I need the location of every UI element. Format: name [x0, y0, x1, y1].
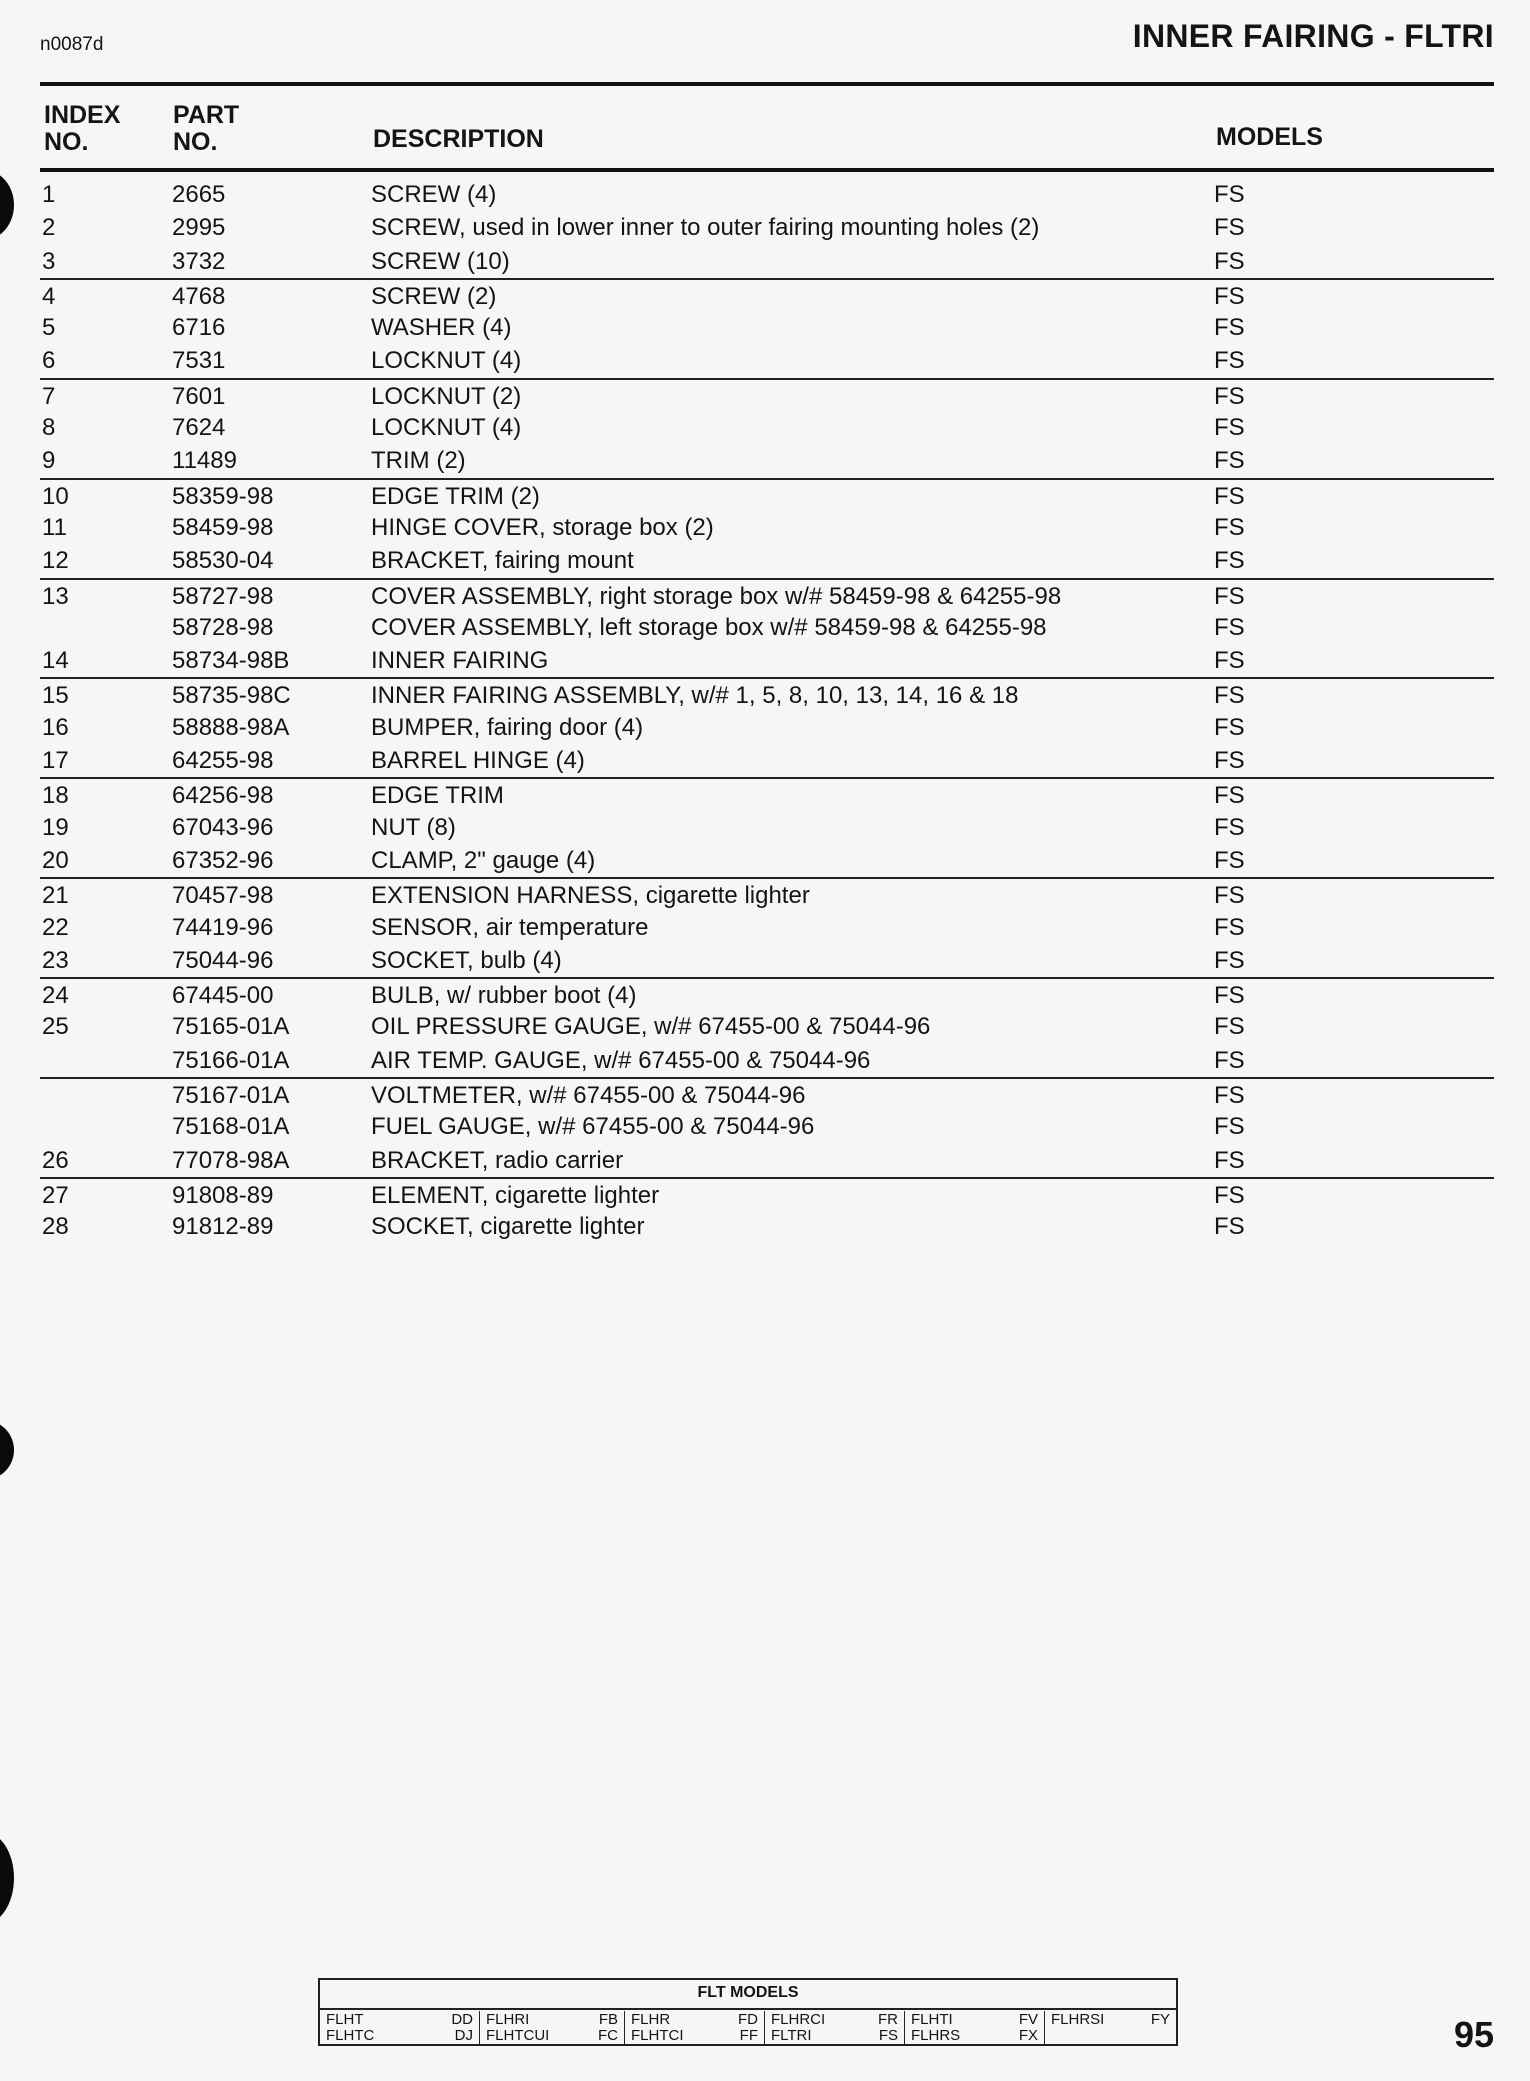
legend-code: FR — [878, 2011, 898, 2028]
cell-description: NUT (8) — [371, 813, 456, 841]
legend-cell — [320, 2011, 480, 2044]
cell-models: FS — [1214, 882, 1245, 910]
legend-model: FLHTI — [911, 2011, 953, 2028]
cell-part-number: 77078-98A — [172, 1146, 290, 1174]
cell-part-number: 75167-01A — [172, 1082, 290, 1110]
table-row — [40, 811, 1494, 844]
cell-description: BULB, w/ rubber boot (4) — [371, 982, 637, 1010]
cell-models: FS — [1214, 1082, 1245, 1110]
cell-description: AIR TEMP. GAUGE, w/# 67455-00 & 75044-96 — [371, 1046, 871, 1074]
cell-index: 4 — [42, 282, 56, 310]
cell-index: 25 — [42, 1013, 69, 1041]
column-header-description: DESCRIPTION — [373, 125, 544, 153]
cell-part-number: 58530-04 — [172, 547, 274, 575]
cell-index: 9 — [42, 447, 56, 475]
models-legend — [318, 1978, 1178, 2046]
cell-part-number: 58459-98 — [172, 513, 274, 541]
column-header-rule — [40, 168, 1494, 172]
table-row — [40, 1077, 1494, 1110]
table-row — [40, 378, 1494, 411]
table-row — [40, 1010, 1494, 1043]
cell-description: BRACKET, fairing mount — [371, 547, 634, 575]
cell-part-number: 2665 — [172, 181, 226, 208]
cell-description: INNER FAIRING ASSEMBLY, w/# 1, 5, 8, 10, 13, 14, 16 & 18 — [371, 682, 1019, 710]
legend-cell — [765, 2011, 905, 2044]
cell-description: SENSOR, air temperature — [371, 913, 649, 941]
cell-description: VOLTMETER, w/# 67455-00 & 75044-96 — [371, 1082, 806, 1110]
cell-description: FUEL GAUGE, w/# 67455-00 & 75044-96 — [371, 1113, 815, 1141]
table-row — [40, 1044, 1494, 1077]
cell-description: BRACKET, radio carrier — [371, 1146, 624, 1174]
cell-description: BUMPER, fairing door (4) — [371, 713, 644, 741]
cell-index: 7 — [42, 382, 56, 410]
legend-model: FLHT — [326, 2011, 364, 2028]
legend-cell — [625, 2011, 765, 2044]
cell-index: 20 — [42, 846, 69, 874]
cell-description: SCREW (4) — [371, 181, 497, 208]
column-header-part — [173, 102, 239, 156]
legend-rule — [320, 2008, 1176, 2010]
cell-part-number: 64255-98 — [172, 747, 274, 775]
column-header-index-line2: NO. — [44, 128, 89, 156]
cell-index: 13 — [42, 582, 69, 610]
cell-models: FS — [1214, 782, 1245, 810]
cell-index: 16 — [42, 713, 69, 741]
table-row — [40, 744, 1494, 777]
cell-part-number: 2995 — [172, 214, 226, 242]
cell-description: SCREW (2) — [371, 282, 497, 310]
column-header-models: MODELS — [1216, 123, 1323, 151]
header-rule — [40, 82, 1494, 86]
cell-part-number: 67043-96 — [172, 813, 274, 841]
table-row — [40, 178, 1494, 211]
cell-description: EDGE TRIM (2) — [371, 482, 540, 510]
cell-part-number: 75168-01A — [172, 1113, 290, 1141]
cell-models: FS — [1214, 314, 1245, 342]
cell-models: FS — [1214, 447, 1245, 475]
cell-models: FS — [1214, 846, 1245, 874]
cell-description: ELEMENT, cigarette lighter — [371, 1181, 660, 1209]
cell-models: FS — [1214, 382, 1245, 410]
cell-models: FS — [1214, 613, 1245, 641]
cell-description: INNER FAIRING — [371, 647, 549, 675]
cell-models: FS — [1214, 713, 1245, 741]
cell-models: FS — [1214, 682, 1245, 710]
cell-part-number: 70457-98 — [172, 882, 274, 910]
table-row — [40, 544, 1494, 577]
cell-description: COVER ASSEMBLY, right storage box w/# 58459-98 & 64255-98 — [371, 582, 1062, 610]
cell-description: SCREW (10) — [371, 247, 510, 275]
page-number: 95 — [1453, 2014, 1494, 2055]
cell-models: FS — [1214, 946, 1245, 974]
cell-description: OIL PRESSURE GAUGE, w/# 67455-00 & 75044-96 — [371, 1013, 931, 1041]
cell-models: FS — [1214, 347, 1245, 375]
legend-cell — [905, 2011, 1045, 2044]
binder-hole — [0, 1832, 14, 1924]
legend-cell — [480, 2011, 625, 2044]
legend-code: FF — [739, 2027, 758, 2044]
legend-model: FLHRSI — [1051, 2011, 1105, 2028]
cell-part-number: 67352-96 — [172, 846, 274, 874]
legend-title: FLT MODELS — [697, 1984, 799, 2001]
table-row — [40, 1177, 1494, 1210]
cell-models: FS — [1214, 1146, 1245, 1174]
table-row — [40, 677, 1494, 710]
cell-index: 27 — [42, 1181, 69, 1209]
cell-description: LOCKNUT (4) — [371, 414, 522, 442]
legend-code: FV — [1018, 2011, 1038, 2028]
cell-part-number: 7624 — [172, 414, 226, 442]
table-row — [40, 844, 1494, 877]
document-id: n0087d — [40, 34, 104, 55]
cell-models: FS — [1214, 513, 1245, 541]
table-row — [40, 644, 1494, 677]
cell-part-number: 7531 — [172, 347, 226, 375]
legend-code: FS — [878, 2027, 898, 2044]
cell-part-number: 75165-01A — [172, 1013, 290, 1041]
table-row — [40, 711, 1494, 744]
cell-description: SOCKET, bulb (4) — [371, 946, 562, 974]
cell-description: SCREW, used in lower inner to outer fairing mounting holes (2) — [371, 214, 1040, 242]
cell-description: TRIM (2) — [371, 447, 466, 475]
cell-models: FS — [1214, 547, 1245, 575]
column-header-index-line1: INDEX — [44, 101, 121, 129]
cell-models: FS — [1214, 913, 1245, 941]
table-row — [40, 245, 1494, 278]
cell-index: 3 — [42, 247, 56, 275]
table-row — [40, 278, 1494, 311]
table-row — [40, 1144, 1494, 1177]
cell-models: FS — [1214, 813, 1245, 841]
cell-part-number: 75044-96 — [172, 946, 274, 974]
legend-code: DD — [451, 2011, 473, 2028]
cell-models: FS — [1214, 414, 1245, 442]
cell-part-number: 58727-98 — [172, 582, 274, 610]
cell-part-number: 58359-98 — [172, 482, 274, 510]
cell-index: 15 — [42, 682, 69, 710]
cell-description: EDGE TRIM — [371, 782, 504, 810]
cell-description: CLAMP, 2" gauge (4) — [371, 846, 596, 874]
legend-code: FY — [1150, 2011, 1170, 2028]
column-header-index — [44, 102, 120, 156]
cell-index: 6 — [42, 347, 56, 375]
legend-model: FLTRI — [771, 2027, 812, 2044]
table-row — [40, 444, 1494, 477]
cell-models: FS — [1214, 1113, 1245, 1141]
cell-models: FS — [1214, 1181, 1245, 1209]
cell-description: COVER ASSEMBLY, left storage box w/# 58459-98 & 64255-98 — [371, 613, 1047, 641]
cell-part-number: 67445-00 — [172, 982, 274, 1010]
cell-index: 1 — [42, 181, 56, 208]
cell-models: FS — [1214, 982, 1245, 1010]
cell-description: WASHER (4) — [371, 314, 512, 342]
cell-part-number: 58888-98A — [172, 713, 290, 741]
cell-part-number: 6716 — [172, 314, 226, 342]
column-header-part-line2: NO. — [173, 128, 218, 156]
legend-code: FC — [598, 2027, 618, 2044]
cell-index: 18 — [42, 782, 69, 810]
table-row — [40, 944, 1494, 977]
cell-models: FS — [1214, 247, 1245, 275]
cell-part-number: 11489 — [172, 447, 237, 475]
cell-part-number: 58728-98 — [172, 613, 274, 641]
cell-part-number: 58735-98C — [172, 682, 291, 710]
table-row — [40, 877, 1494, 910]
cell-index: 19 — [42, 813, 69, 841]
cell-index: 8 — [42, 414, 56, 442]
cell-part-number: 3732 — [172, 247, 226, 275]
cell-description: HINGE COVER, storage box (2) — [371, 513, 714, 541]
column-header-part-line1: PART — [173, 101, 240, 129]
cell-index: 24 — [42, 982, 69, 1010]
legend-model: FLHR — [631, 2011, 671, 2028]
cell-index: 23 — [42, 946, 69, 974]
cell-index: 21 — [42, 882, 69, 910]
cell-part-number: 74419-96 — [172, 913, 274, 941]
cell-index: 12 — [42, 547, 69, 575]
table-row — [40, 211, 1494, 244]
table-row — [40, 777, 1494, 810]
cell-description: EXTENSION HARNESS, cigarette lighter — [371, 882, 810, 910]
cell-index: 14 — [42, 647, 69, 675]
table-row — [40, 578, 1494, 611]
binder-hole — [0, 170, 14, 240]
cell-models: FS — [1214, 582, 1245, 610]
cell-models: FS — [1214, 1046, 1245, 1074]
legend-model: FLHRS — [911, 2027, 961, 2044]
legend-model: FLHTCI — [631, 2027, 684, 2044]
cell-part-number: 91808-89 — [172, 1181, 274, 1209]
legend-model: FLHRCI — [771, 2011, 826, 2028]
cell-description: SOCKET, cigarette lighter — [371, 1213, 645, 1241]
table-row — [40, 478, 1494, 511]
cell-part-number: 7601 — [172, 382, 226, 410]
table-row — [40, 311, 1494, 344]
cell-models: FS — [1214, 214, 1245, 242]
table-row — [40, 1210, 1494, 1243]
page-title: INNER FAIRING - FLTRI — [1132, 18, 1494, 54]
cell-models: FS — [1214, 181, 1245, 208]
cell-part-number: 4768 — [172, 282, 226, 310]
cell-part-number: 58734-98B — [172, 647, 290, 675]
legend-model: FLHTC — [326, 2027, 375, 2044]
legend-model: FLHTCUI — [486, 2027, 550, 2044]
cell-index: 5 — [42, 314, 56, 342]
cell-index: 17 — [42, 747, 69, 775]
legend-code: FD — [738, 2011, 758, 2028]
table-row — [40, 1110, 1494, 1143]
cell-index: 11 — [42, 513, 67, 541]
table-row — [40, 911, 1494, 944]
binder-hole — [0, 1420, 14, 1480]
legend-code: FB — [598, 2011, 618, 2028]
cell-models: FS — [1214, 1213, 1245, 1241]
legend-code: FX — [1018, 2027, 1038, 2044]
legend-model: FLHRI — [486, 2011, 530, 2028]
table-row — [40, 344, 1494, 377]
table-row — [40, 611, 1494, 644]
cell-description: BARREL HINGE (4) — [371, 747, 585, 775]
cell-description: LOCKNUT (4) — [371, 347, 522, 375]
cell-index: 22 — [42, 913, 69, 941]
legend-code: DJ — [454, 2027, 473, 2044]
cell-models: FS — [1214, 482, 1245, 510]
cell-index: 2 — [42, 214, 56, 242]
table-row — [40, 411, 1494, 444]
cell-description: LOCKNUT (2) — [371, 382, 522, 410]
table-row — [40, 511, 1494, 544]
cell-models: FS — [1214, 747, 1245, 775]
cell-models: FS — [1214, 282, 1245, 310]
legend-cell — [1045, 2011, 1176, 2044]
cell-part-number: 91812-89 — [172, 1213, 274, 1241]
cell-part-number: 75166-01A — [172, 1046, 290, 1074]
cell-index: 28 — [42, 1213, 69, 1241]
cell-models: FS — [1214, 647, 1245, 675]
table-row — [40, 977, 1494, 1010]
cell-part-number: 64256-98 — [172, 782, 274, 810]
parts-table — [40, 178, 1494, 1244]
cell-index: 10 — [42, 482, 69, 510]
cell-models: FS — [1214, 1013, 1245, 1041]
cell-index: 26 — [42, 1146, 69, 1174]
